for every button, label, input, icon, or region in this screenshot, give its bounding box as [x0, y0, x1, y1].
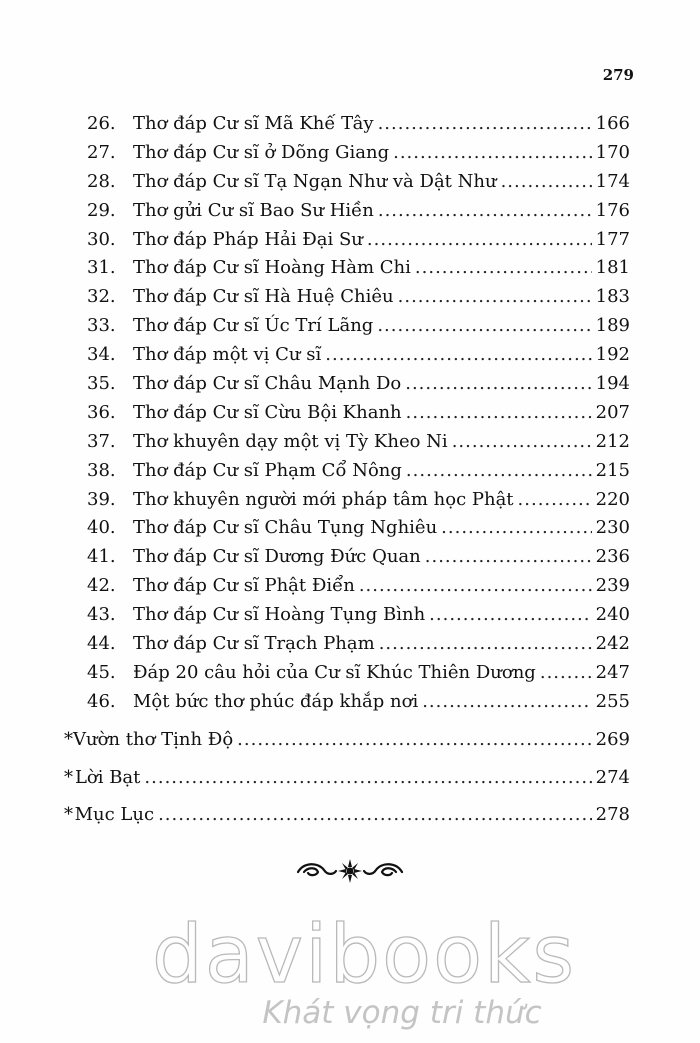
dot-leader: [378, 197, 592, 226]
asterisk-marker: *: [64, 804, 73, 825]
asterisk-marker: *: [64, 766, 73, 788]
toc-section-title: Vườn thơ Tịnh Độ: [73, 729, 234, 750]
dot-leader: [501, 168, 592, 197]
toc-section: [62, 796, 630, 834]
toc-entry-page: 236: [595, 546, 630, 568]
toc-section: [62, 759, 630, 797]
toc-entry-number: 27.: [87, 141, 116, 163]
toc-entry: [62, 399, 630, 428]
toc-entry: [62, 572, 630, 601]
toc-entry-page: 230: [595, 517, 630, 539]
toc-entry-number: 28.: [87, 170, 116, 192]
toc-entry-number: 33.: [87, 315, 116, 337]
toc-entry-page: 194: [595, 373, 630, 395]
dot-leader: [540, 659, 592, 688]
toc-entry-number: 42.: [87, 575, 116, 597]
toc-entry-page: 177: [595, 228, 630, 250]
dot-leader: [325, 341, 591, 370]
toc-entry-number: 30.: [87, 228, 116, 250]
dot-leader: [359, 572, 592, 601]
toc-entry-number: 37.: [87, 430, 116, 452]
toc-entry-number: 43.: [87, 604, 116, 626]
floral-ornament-icon: [290, 858, 410, 884]
toc-section-page: 269: [595, 729, 630, 750]
toc-entry-title: Thơ đáp Cư sĩ Tạ Ngạn Như và Dật Như: [133, 170, 497, 192]
toc-entry-title: Thơ đáp Cư sĩ ở Dõng Giang: [133, 141, 390, 163]
toc-entry: [62, 254, 630, 283]
toc-entry-title: Thơ đáp Cư sĩ Úc Trí Lãng: [133, 315, 374, 337]
toc-entry-title: Thơ khuyên người mới pháp tâm học Phật: [133, 488, 514, 510]
toc-entry-page: 212: [595, 430, 630, 452]
dot-leader: [405, 370, 591, 399]
toc-entry-page: 183: [595, 286, 630, 308]
toc-entry-number: 44.: [87, 633, 116, 655]
toc-entry-title: Thơ gửi Cư sĩ Bao Sư Hiền: [133, 199, 374, 221]
toc-entry: [62, 514, 630, 543]
toc-entry-number: 31.: [87, 257, 116, 279]
toc-entry-number: 34.: [87, 344, 116, 366]
toc-section-title: Mục Lục: [74, 804, 155, 825]
toc-entry-number: 41.: [87, 546, 116, 568]
toc-section: [62, 721, 630, 759]
toc-entry-page: 176: [595, 199, 630, 221]
toc-entry: [62, 543, 630, 572]
toc-entry-number: 46.: [87, 690, 116, 712]
dot-leader: [398, 283, 592, 312]
toc-entry-title: Một bức thơ phúc đáp khắp nơi: [133, 690, 419, 712]
watermark-brand: davibooks: [151, 908, 577, 1001]
page-number: 279: [602, 66, 634, 84]
toc-entry: [62, 370, 630, 399]
toc-entry-title: Thơ đáp Cư sĩ Trạch Phạm: [133, 633, 375, 655]
toc-entry-title: Thơ đáp Cư sĩ Châu Mạnh Do: [133, 373, 402, 395]
toc-entry-page: 240: [595, 604, 630, 626]
toc-entry-title: Thơ đáp Cư sĩ Phạm Cổ Nông: [133, 459, 402, 481]
toc-entry-number: 39.: [87, 488, 116, 510]
toc-entry-page: 181: [595, 257, 630, 279]
toc-section-page: 274: [595, 766, 630, 788]
toc-entry: [62, 139, 630, 168]
toc-entry-page: 192: [595, 344, 630, 366]
toc-entry-number: 36.: [87, 401, 116, 423]
toc-entry-title: Thơ đáp Cư sĩ Phật Điển: [133, 575, 355, 597]
toc-entry-page: 220: [595, 488, 630, 510]
toc-entry-title: Thơ đáp Cư sĩ Hoàng Tụng Bình: [133, 604, 426, 626]
toc-entry-page: 207: [595, 401, 630, 423]
toc-entry-title: Thơ đáp một vị Cư sĩ: [133, 344, 322, 366]
toc-section-page: 278: [595, 804, 630, 825]
toc-entry-title: Thơ đáp Cư sĩ Dương Đức Quan: [133, 546, 421, 568]
dot-leader: [144, 759, 591, 797]
toc-entry-number: 35.: [87, 373, 116, 395]
toc-entry-title: Thơ khuyên dạy một vị Tỳ Kheo Ni: [133, 430, 448, 452]
dot-leader: [237, 721, 591, 759]
table-of-contents: [62, 110, 630, 717]
asterisk-marker: *: [64, 729, 73, 750]
toc-entry: [62, 659, 630, 688]
dot-leader: [379, 630, 592, 659]
toc-entry-page: 255: [595, 690, 630, 712]
toc-entry: [62, 341, 630, 370]
toc-entry: [62, 168, 630, 197]
toc-entry: [62, 283, 630, 312]
dot-leader: [429, 601, 591, 630]
toc-entry: [62, 486, 630, 515]
dot-leader: [158, 796, 592, 834]
toc-entry-page: 215: [595, 459, 630, 481]
toc-entry: [62, 457, 630, 486]
toc-entry: [62, 312, 630, 341]
dot-leader: [415, 254, 592, 283]
toc-entry: [62, 428, 630, 457]
toc-entry-title: Thơ đáp Cư sĩ Hoàng Hàm Chi: [133, 257, 411, 279]
toc-entry-page: 174: [595, 170, 630, 192]
dot-leader: [406, 399, 592, 428]
toc-entry-page: 242: [595, 633, 630, 655]
dot-leader: [367, 226, 592, 255]
toc-entry-title: Thơ đáp Cư sĩ Hà Huệ Chiêu: [133, 286, 394, 308]
dot-leader: [441, 514, 591, 543]
toc-entry: [62, 630, 630, 659]
toc-entry-number: 32.: [87, 286, 116, 308]
toc-entry-title: Thơ đáp Pháp Hải Đại Sư: [133, 228, 363, 250]
toc-entry: [62, 601, 630, 630]
toc-entry-number: 40.: [87, 517, 116, 539]
dot-leader: [452, 428, 592, 457]
toc-entry-title: Thơ đáp Cư sĩ Cừu Bội Khanh: [133, 401, 402, 423]
toc-entry-number: 29.: [87, 199, 116, 221]
toc-entry: [62, 110, 630, 139]
toc-entry-title: Thơ đáp Cư sĩ Mã Khế Tây: [133, 113, 374, 134]
dot-leader: [425, 543, 592, 572]
toc-entry-page: 189: [595, 315, 630, 337]
toc-entry: [62, 688, 630, 717]
toc-entry-title: Thơ đáp Cư sĩ Châu Tụng Nghiêu: [133, 517, 438, 539]
dot-leader: [378, 110, 592, 139]
toc-entry-page: 247: [595, 661, 630, 683]
dot-leader: [377, 312, 591, 341]
toc-entry-number: 26.: [87, 113, 116, 134]
toc-entry-page: 239: [595, 575, 630, 597]
dot-leader: [406, 457, 592, 486]
dot-leader: [393, 139, 592, 168]
toc-entry-title: Đáp 20 câu hỏi của Cư sĩ Khúc Thiên Dương: [133, 661, 536, 683]
watermark-tagline: Khát vọng tri thức: [262, 995, 542, 1031]
toc-sections: [62, 721, 630, 834]
toc-entry-page: 170: [595, 141, 630, 163]
toc-entry: [62, 226, 630, 255]
toc-section-title: Lời Bạt: [74, 766, 141, 788]
toc-entry-page: 166: [595, 113, 630, 134]
dot-leader: [518, 486, 592, 515]
toc-entry: [62, 197, 630, 226]
dot-leader: [422, 688, 591, 717]
toc-entry-number: 38.: [87, 459, 116, 481]
toc-entry-number: 45.: [87, 661, 116, 683]
